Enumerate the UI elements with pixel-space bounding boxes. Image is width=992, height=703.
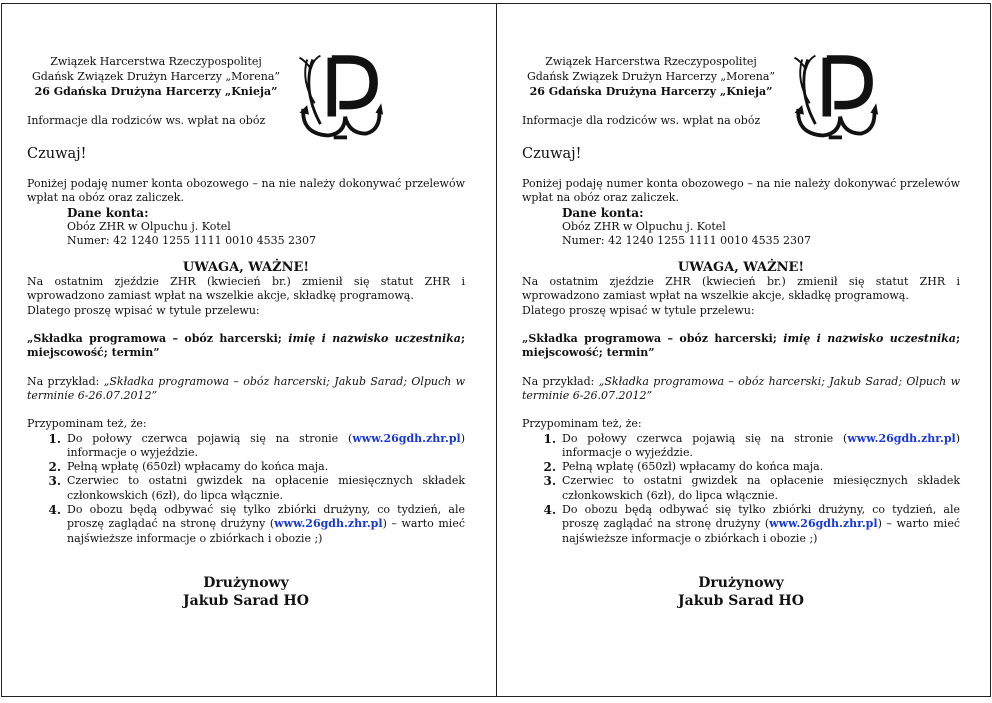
greeting: Czuwaj! <box>27 146 87 162</box>
signature <box>522 574 960 610</box>
list-text-pre: Do połowy czerwca pojawią się na stronie ( <box>67 431 353 445</box>
transfer-instruction: Dlatego proszę wpisać w tytule przelewu: <box>27 303 260 317</box>
list-text <box>562 503 960 546</box>
account-details <box>67 206 465 249</box>
intro-paragraph: Poniżej podaję numer konta obozowego – na nie należy dokonywać przelewów wpłat na obóz oraz zaliczek. <box>522 177 960 205</box>
list-text-post: ) informacje o wyjeździe. <box>67 431 465 459</box>
info-line: Informacje dla rodziców ws. wpłat na obóz <box>522 114 761 127</box>
list-text-pre: Do obozu będą odbywać się tylko zbiórki drużyny, co tydzień, ale proszę zaglądać na stronę drużyny ( <box>562 503 960 531</box>
transfer-title-participant: imię i nazwisko uczestnika <box>288 332 461 346</box>
list-text-post: ) informacje o wyjeździe. <box>562 431 960 459</box>
list-number: 1. <box>543 431 556 446</box>
warning-text: Na ostatnim zjeździe ZHR (kwiecień br.) zmienił się statut ZHR i wprowadzono zamiast wpłat na wszelkie akcje, składkę programową. <box>522 275 960 303</box>
example-paragraph <box>522 375 960 404</box>
website-link[interactable]: www.26gdh.zhr.pl <box>769 517 878 531</box>
transfer-title-format <box>522 332 960 361</box>
transfer-instruction: Dlatego proszę wpisać w tytule przelewu: <box>522 303 755 317</box>
reminder-intro: Przypominam też, że: <box>27 417 147 431</box>
list-number: 2. <box>48 460 61 475</box>
website-link[interactable]: www.26gdh.zhr.pl <box>274 517 383 531</box>
list-item <box>27 474 465 503</box>
document-sheet <box>1 3 991 697</box>
list-text <box>562 432 960 461</box>
signature <box>27 574 465 610</box>
list-item <box>522 460 960 474</box>
list-number: 3. <box>48 474 61 489</box>
example-prefix: Na przykład: <box>522 374 599 388</box>
account-number: Numer: 42 1240 1255 1111 0010 4535 2307 <box>67 233 317 247</box>
warning-title: UWAGA, WAŻNE! <box>182 260 310 276</box>
example-prefix: Na przykład: <box>27 374 104 388</box>
list-number: 2. <box>543 460 556 475</box>
example-paragraph <box>27 375 465 404</box>
org-troop-line: 26 Gdańska Drużyna Harcerzy „Knieja” <box>529 85 773 98</box>
warning-title: UWAGA, WAŻNE! <box>677 260 805 276</box>
org-district-line: Gdańsk Związek Drużyn Harcerzy „Morena” <box>31 70 281 83</box>
intro-paragraph: Poniżej podaję numer konta obozowego – na nie należy dokonywać przelewów wpłat na obóz oraz zaliczek. <box>27 177 465 205</box>
organization-header <box>522 54 780 99</box>
list-number: 4. <box>48 503 61 518</box>
org-name-line: Związek Harcerstwa Rzeczypospolitej <box>545 55 757 68</box>
greeting: Czuwaj! <box>522 146 582 162</box>
letter-body <box>27 177 465 610</box>
list-text-post: ) – warto mieć najświeższe informacje o zbiórkach i obozie ;) <box>67 517 465 545</box>
list-item <box>522 432 960 461</box>
zhr-scout-emblem-icon <box>785 50 880 145</box>
transfer-title-part3: ; miejscowość; termin” <box>27 332 465 360</box>
zhr-scout-emblem-icon <box>290 50 385 145</box>
signature-name: Jakub Sarad HO <box>678 592 804 609</box>
list-text <box>67 432 465 461</box>
letter-body <box>522 177 960 610</box>
transfer-title-format <box>27 332 465 361</box>
example-text: „Składka programowa – obóz harcerski; Jakub Sarad; Olpuch w terminie 6-26.07.2012” <box>522 374 960 402</box>
list-item <box>27 432 465 461</box>
transfer-title-part1: „Składka programowa – obóz harcerski; <box>27 332 289 346</box>
list-item <box>27 460 465 474</box>
account-number: Numer: 42 1240 1255 1111 0010 4535 2307 <box>562 233 812 247</box>
leaflet-page-right <box>496 4 990 696</box>
transfer-title-participant: imię i nazwisko uczestnika <box>783 332 956 346</box>
list-item <box>522 474 960 503</box>
account-name: Obóz ZHR w Olpuchu j. Kotel <box>562 219 726 233</box>
list-text-pre: Do obozu będą odbywać się tylko zbiórki drużyny, co tydzień, ale proszę zaglądać na stronę drużyny ( <box>67 503 465 531</box>
org-troop-line: 26 Gdańska Drużyna Harcerzy „Knieja” <box>34 85 278 98</box>
list-text: Czerwiec to ostatni gwizdek na opłacenie miesięcznych składek członkowskich (6zł), do lipca włącznie. <box>562 474 960 502</box>
transfer-title-part1: „Składka programowa – obóz harcerski; <box>522 332 784 346</box>
account-name: Obóz ZHR w Olpuchu j. Kotel <box>67 219 231 233</box>
list-text-pre: Do połowy czerwca pojawią się na stronie ( <box>562 431 848 445</box>
account-details <box>562 206 960 249</box>
list-number: 4. <box>543 503 556 518</box>
organization-header <box>27 54 285 99</box>
account-heading: Dane konta: <box>67 205 149 220</box>
list-text: Pełną wpłatę (650zł) wpłacamy do końca maja. <box>562 460 824 474</box>
list-text: Czerwiec to ostatni gwizdek na opłacenie miesięcznych składek członkowskich (6zł), do lipca włącznie. <box>67 474 465 502</box>
account-heading: Dane konta: <box>562 205 644 220</box>
warning-text: Na ostatnim zjeździe ZHR (kwiecień br.) zmienił się statut ZHR i wprowadzono zamiast wpłat na wszelkie akcje, składkę programową. <box>27 275 465 303</box>
signature-name: Jakub Sarad HO <box>183 592 309 609</box>
example-text: „Składka programowa – obóz harcerski; Jakub Sarad; Olpuch w terminie 6-26.07.2012” <box>27 374 465 402</box>
leaflet-page-left <box>2 4 496 696</box>
list-text <box>67 503 465 546</box>
transfer-title-part3: ; miejscowość; termin” <box>522 332 960 360</box>
info-line: Informacje dla rodziców ws. wpłat na obóz <box>27 114 266 127</box>
list-text: Pełną wpłatę (650zł) wpłacamy do końca maja. <box>67 460 329 474</box>
list-item <box>27 503 465 546</box>
list-item <box>522 503 960 546</box>
org-district-line: Gdańsk Związek Drużyn Harcerzy „Morena” <box>526 70 776 83</box>
signature-role: Drużynowy <box>203 574 289 591</box>
website-link[interactable]: www.26gdh.zhr.pl <box>352 431 461 445</box>
org-name-line: Związek Harcerstwa Rzeczypospolitej <box>50 55 262 68</box>
signature-role: Drużynowy <box>698 574 784 591</box>
list-number: 1. <box>48 431 61 446</box>
reminder-list <box>522 432 960 546</box>
list-number: 3. <box>543 474 556 489</box>
reminder-list <box>27 432 465 546</box>
website-link[interactable]: www.26gdh.zhr.pl <box>847 431 956 445</box>
reminder-intro: Przypominam też, że: <box>522 417 642 431</box>
list-text-post: ) – warto mieć najświeższe informacje o zbiórkach i obozie ;) <box>562 517 960 545</box>
